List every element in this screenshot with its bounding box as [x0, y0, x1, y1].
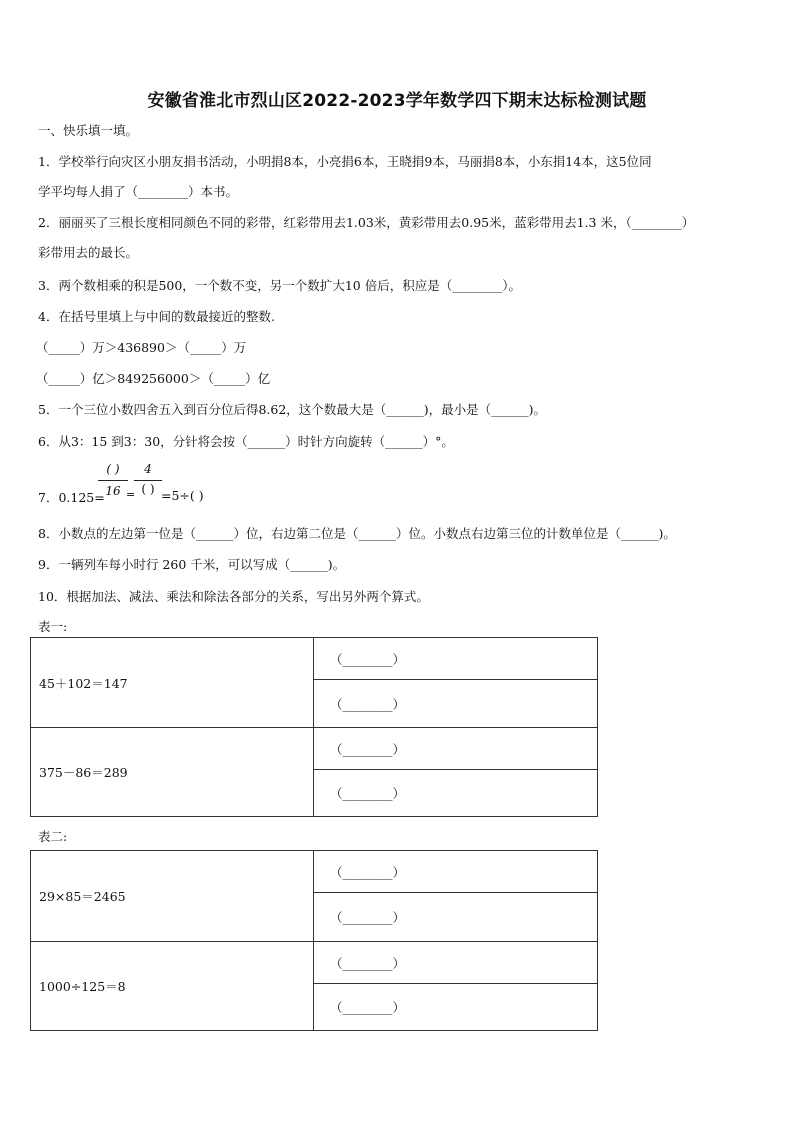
question-8: 8．小数点的左边第一位是（______）位，右边第二位是（______）位。小数点右边第三位的计数单位是（______)。	[38, 526, 676, 541]
answer-blank[interactable]: （________）	[314, 851, 598, 893]
equation-cell: 29×85＝2465	[31, 851, 314, 942]
question-7-suffix: =5÷( )	[161, 488, 204, 503]
section-heading: 一、快乐填一填。	[38, 123, 139, 138]
table-row	[31, 728, 598, 770]
table-1-label: 表一:	[38, 619, 68, 634]
table-row	[31, 851, 598, 893]
answer-blank[interactable]: （________）	[314, 942, 598, 984]
fraction-2-bar	[134, 480, 162, 481]
question-10: 10．根据加法、减法、乘法和除法各部分的关系，写出另外两个算式。	[38, 589, 429, 604]
question-6: 6．从3：15 到3：30，分针将会按（______）时针方向旋转（______）°。	[38, 434, 454, 449]
equation-cell: 375－86＝289	[31, 728, 314, 817]
question-5: 5．一个三位小数四舍五入到百分位后得8.62，这个数最大是（______)，最小是（______)。	[38, 402, 547, 417]
question-4-part-a: （_____）万＞436890＞（_____）万	[36, 340, 247, 355]
answer-blank[interactable]: （________）	[314, 984, 598, 1031]
question-2-line-1: 2．丽丽买了三根长度相同颜色不同的彩带，红彩带用去1.03米，黄彩带用去0.95米，蓝彩带用去1.3 米，（________）	[38, 215, 695, 230]
answer-blank[interactable]: （________）	[314, 680, 598, 728]
question-7-equals: =	[126, 488, 136, 501]
question-1-line-2: 学平均每人捐了（________）本书。	[38, 184, 239, 199]
equation-cell: 45＋102＝147	[31, 638, 314, 728]
fraction-2-denominator: ( )	[141, 482, 155, 496]
page-title: 安徽省淮北市烈山区2022-2023学年数学四下期末达标检测试题	[147, 91, 647, 111]
table-1	[30, 637, 598, 817]
fraction-2	[134, 462, 162, 496]
fraction-2-numerator: 4	[144, 462, 152, 476]
table-row	[31, 638, 598, 680]
answer-blank[interactable]: （________）	[314, 638, 598, 680]
question-3: 3．两个数相乘的积是500，一个数不变，另一个数扩大10 倍后，积应是（________）。	[38, 278, 521, 293]
table-2-label: 表二:	[38, 829, 68, 844]
fraction-1-numerator: ( )	[106, 462, 120, 476]
answer-blank[interactable]: （________）	[314, 770, 598, 817]
table-2	[30, 850, 598, 1031]
question-1-line-1: 1．学校举行向灾区小朋友捐书活动，小明捐8本，小亮捐6本，王晓捐9本，马丽捐8本，小东捐14本，这5位同	[38, 154, 652, 169]
answer-blank[interactable]: （________）	[314, 893, 598, 942]
table-row	[31, 942, 598, 984]
fraction-1-bar	[98, 480, 128, 481]
fraction-1-denominator: 16	[105, 484, 121, 498]
equation-cell: 1000÷125＝8	[31, 942, 314, 1031]
fraction-1	[98, 462, 128, 498]
question-4-part-b: （_____）亿＞849256000＞（_____）亿	[36, 371, 271, 386]
question-9: 9．一辆列车每小时行 260 千米，可以写成（______)。	[38, 557, 346, 572]
question-2-line-2: 彩带用去的最长。	[38, 245, 139, 260]
question-4: 4．在括号里填上与中间的数最接近的整数.	[38, 309, 275, 324]
question-7-prefix: 7．0.125=	[38, 490, 105, 505]
answer-blank[interactable]: （________）	[314, 728, 598, 770]
